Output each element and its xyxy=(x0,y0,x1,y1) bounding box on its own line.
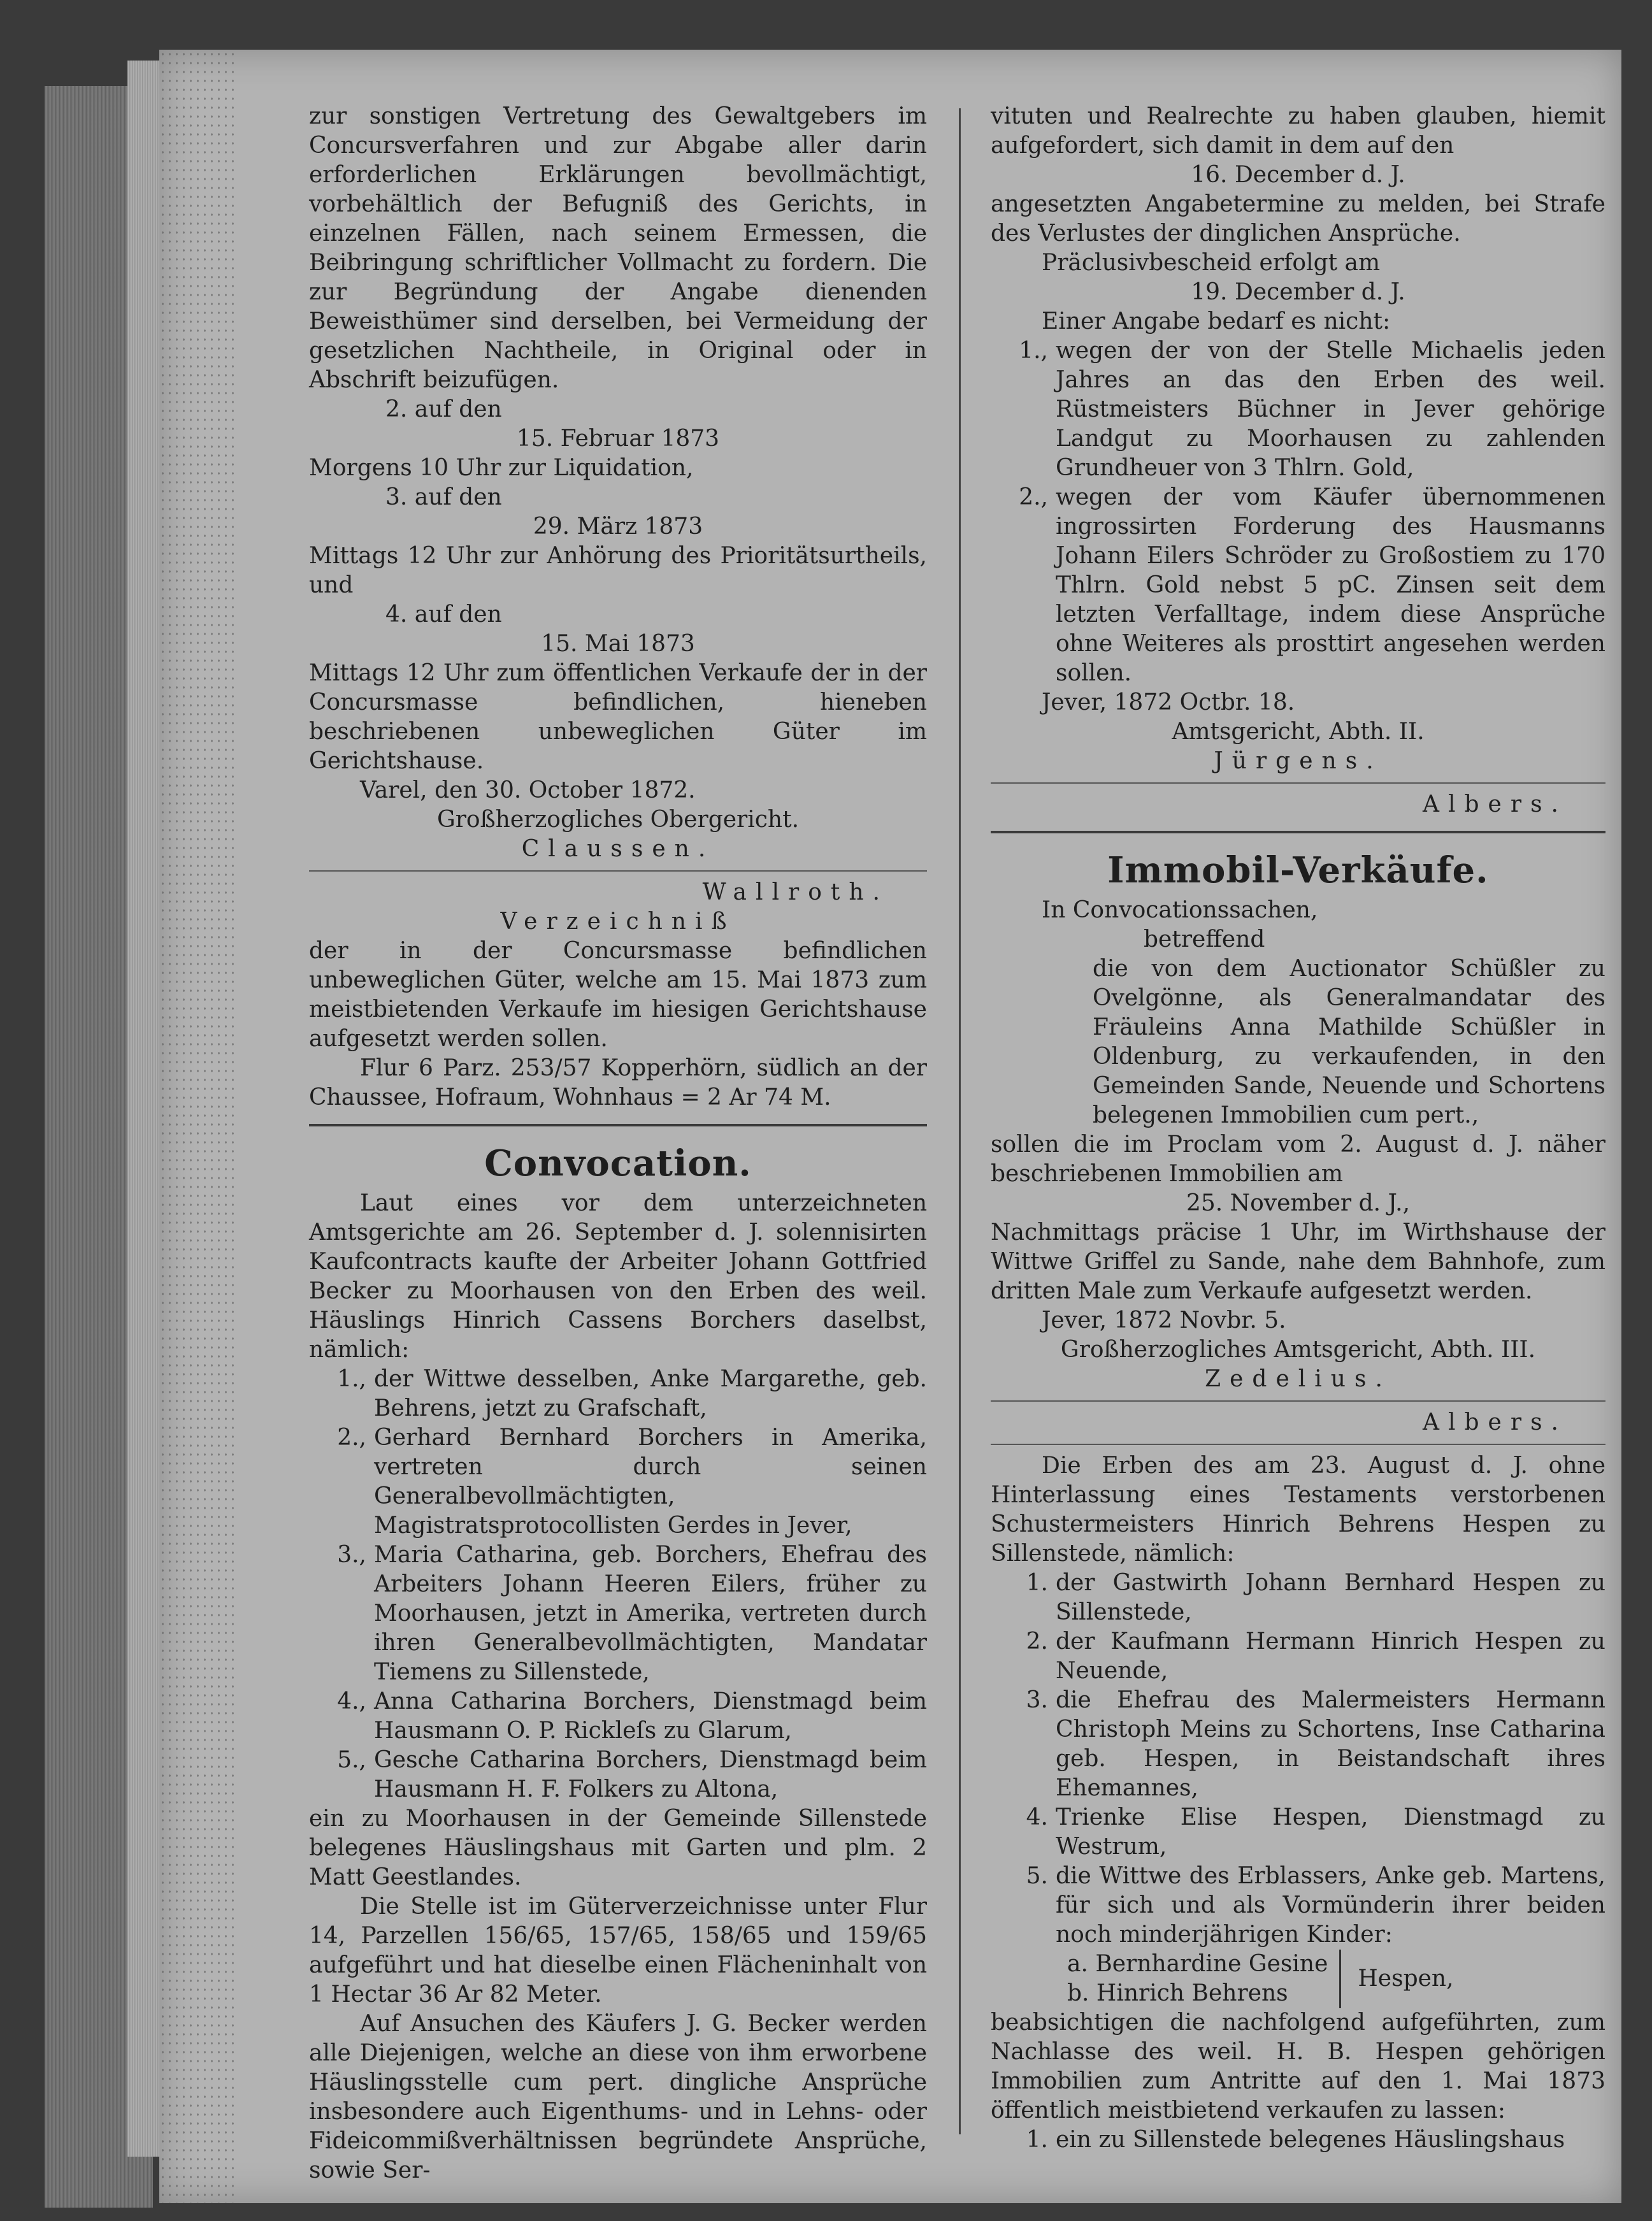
immobil-time: Nachmittags präcise 1 Uhr, im Wirthshause der Wittwe Griffel zu Sande, nahe dem Bahnhofe, zum dritten Male zum Verkaufe aufgesetzt werden. xyxy=(991,1219,1605,1304)
signature-rule xyxy=(991,782,1605,784)
section-rule xyxy=(309,1124,927,1126)
item-text: der Wittwe desselben, Anke Margarethe, geb. Behrens, jetzt zu Grafschaft, xyxy=(374,1366,927,1421)
convocation-heading: Convocation. xyxy=(484,1142,752,1184)
item-number: 4., xyxy=(337,1688,366,1714)
immobil-heading: Immobil-Verkäufe. xyxy=(1107,849,1489,891)
list-item xyxy=(309,1541,927,1687)
purpose-3: Mittags 12 Uhr zur Anhörung des Prioritätsurtheils, und xyxy=(309,543,927,598)
date-december-19: 19. December d. J. xyxy=(1191,279,1405,305)
item-number: 3. xyxy=(1026,1687,1048,1713)
heirs-intro: Die Erben des am 23. August d. J. ohne Hinterlassung eines Testaments verstorbenen Schustermeisters Hinrich Behrens Hespen zu Sillenstede, nämlich: xyxy=(991,1453,1605,1567)
item-text: wegen der vom Käufer übernommenen ingrossirten Forderung des Hausmanns Johann Eilers Schröder zu Großostiem zu 170 Thlrn. Gold nebst 5 pC. Zinsen seit dem letzten Verfalltage, indem diese Ansprüche ohne Weiteres als prosttirt angesehen werden sollen. xyxy=(1056,484,1605,686)
item-text: Gesche Catharina Borchers, Dienstmagd beim Hausmann H. F. Folkers zu Altona, xyxy=(374,1747,927,1802)
immobil-place: Jever, 1872 Novbr. 5. xyxy=(1042,1307,1286,1333)
convocation-end: Auf Ansuchen des Käufers J. G. Becker werden alle Diejenigen, welche an diese von ihm erworbene Häuslingsstelle cum pert. dingliche Ansprüche insbesondere auch Eigenthums- und in Lehns- oder Fideicommißverhältnissen begründete Ansprüche, sowie Ser- xyxy=(309,2011,927,2183)
item-number: 4. xyxy=(1026,1804,1048,1830)
right-column xyxy=(991,102,1605,2155)
term-3: 3. auf den xyxy=(385,484,502,510)
list-item xyxy=(991,1569,1605,1627)
list-item xyxy=(991,1627,1605,1686)
continuation-text-2: angesetzten Angabetermine zu melden, bei Strafe des Verlustes der dinglichen Ansprüche. xyxy=(991,191,1605,247)
immobil-sollen: sollen die im Proclam vom 2. August d. J. näher beschriebenen Immobilien am xyxy=(991,1132,1605,1187)
section-rule xyxy=(991,831,1605,833)
item-text: wegen der von der Stelle Michaelis jeden Jahres an das den Erben des weil. Rüstmeisters Büchner in Jever gehörige Landgut zu Moorhausen zu zahlenden Grundheuer von 3 Thlrn. Gold, xyxy=(1056,338,1605,481)
column-divider xyxy=(959,108,961,2134)
immobil-in: In Convocationssachen, xyxy=(1042,897,1318,923)
signature-2: Wallroth. xyxy=(702,879,889,905)
child-b: b. Hinrich Behrens xyxy=(1067,1980,1288,2006)
continuation-text: vituten und Realrechte zu haben glauben, hiemit aufgefordert, sich damit in dem auf den xyxy=(991,103,1605,159)
term-4: 4. auf den xyxy=(385,601,502,628)
item-text: der Gastwirth Johann Bernhard Hespen zu Sillenstede, xyxy=(1056,1570,1605,1625)
list-item xyxy=(991,1686,1605,1803)
list-item xyxy=(309,1365,927,1423)
immobil-description: die von dem Auctionator Schüßler zu Ovelgönne, als Generalmandatar des Fräuleins Anna Mathilde Schüßler in Oldenburg, zu verkaufenden, in den Gemeinden Sande, Neuende und Schortens belegenen Immobilien cum pert., xyxy=(1093,956,1605,1128)
signature-1: Jürgens. xyxy=(1214,748,1383,774)
court-name: Amtsgericht, Abth. II. xyxy=(1172,719,1425,745)
signature-rule xyxy=(309,870,927,872)
signature-rule xyxy=(991,1400,1605,1402)
left-column xyxy=(309,102,927,2185)
item-text: Trienke Elise Hespen, Dienstmagd zu Westrum, xyxy=(1056,1804,1605,1860)
verzeichnis-item: Flur 6 Parz. 253/57 Kopperhörn, südlich an der Chaussee, Hofraum, Wohnhaus = 2 Ar 74 M. xyxy=(309,1055,927,1110)
purpose-4: Mittags 12 Uhr zum öffentlichen Verkaufe der in der Concursmasse befindlichen, hieneben beschriebenen unbeweglichen Güter im Gerichtshause. xyxy=(309,660,927,774)
item-number: 1., xyxy=(337,1366,366,1392)
list-item xyxy=(309,1423,927,1541)
immobil-betreffend: betreffend xyxy=(1144,926,1265,952)
item-number: 2., xyxy=(337,1425,366,1451)
list-item xyxy=(991,2125,1605,2155)
intro-text: zur sonstigen Vertretung des Gewaltgebers im Concursverfahren und zur Abgabe aller darin erforderlichen Erklärungen bevollmächtigt, vorbehältlich der Befugniß des Gerichts, in einzelnen Fällen, nach seinem Ermessen, die Beibringung schriftlicher Vollmacht zu fordern. Die zur Begründung der Angabe dienenden Beweisthümer sind derselben, bei Vermeidung der gesetzlichen Nachtheile, in Original oder in Abschrift beizufügen. xyxy=(309,103,927,393)
signature-2: Albers. xyxy=(1423,791,1567,817)
term-2: 2. auf den xyxy=(385,396,502,422)
convocation-intro: Laut eines vor dem unterzeichneten Amtsgerichte am 26. September d. J. solennisirten Kaufcontracts kaufte der Arbeiter Johann Gottfried Becker zu Moorhausen von den Erben des weil. Häuslings Hinrich Cassens Borchers daselbst, nämlich: xyxy=(309,1190,927,1363)
children-family-name: Hespen, xyxy=(1358,1966,1454,1992)
court-name: Großherzogliches Obergericht. xyxy=(436,807,800,833)
list-item xyxy=(309,1687,927,1746)
children-names xyxy=(1067,1950,1341,2008)
item-number: 5. xyxy=(1026,1863,1048,1889)
purpose-2: Morgens 10 Uhr zur Liquidation, xyxy=(309,455,694,481)
list-item xyxy=(309,1746,927,1804)
verzeichnis-title: Verzeichniß xyxy=(500,909,736,935)
verzeichnis-text: der in der Concursmasse befindlichen unbeweglichen Güter, welche am 15. Mai 1873 zum meistbietenden Verkaufe im hiesigen Gerichtshause aufgesetzt werden sollen. xyxy=(309,938,927,1052)
signature-1: Claussen. xyxy=(521,836,715,862)
item-text: die Ehefrau des Malermeisters Hermann Christoph Meins zu Schortens, Inse Catharina geb. Hespen, in Beistandschaft ihres Ehemannes, xyxy=(1056,1687,1605,1801)
list-item xyxy=(991,483,1605,688)
item-number: 1., xyxy=(1019,338,1048,364)
item-number: 1. xyxy=(1026,1570,1048,1596)
item-text: Maria Catharina, geb. Borchers, Ehefrau des Arbeiters Johann Heeren Eilers, früher zu Moorhausen, jetzt in Amerika, vertreten durch ihren Generalbevollmächtigten, Mandatar Tiemens zu Sillenstede, xyxy=(374,1542,927,1685)
convocation-object: ein zu Moorhausen in der Gemeinde Sillenstede belegenes Häuslingshaus mit Garten und plm. 2 Matt Geestlandes. xyxy=(309,1806,927,1890)
section-rule xyxy=(991,1444,1605,1445)
item-number: 1. xyxy=(1026,2127,1048,2153)
item-number: 2., xyxy=(1019,484,1048,510)
convocation-flur: Die Stelle ist im Güterverzeichnisse unter Flur 14, Parzellen 156/65, 157/65, 158/65 und 159/65 aufgeführt und hat dieselbe einen Flächeninhalt von 1 Hectar 36 Ar 82 Meter. xyxy=(309,1894,927,2008)
place-date: Jever, 1872 Octbr. 18. xyxy=(1042,689,1295,715)
immobil-date: 25. November d. J., xyxy=(1186,1190,1411,1216)
foxing-spots xyxy=(159,50,236,2203)
exemption-intro: Einer Angabe bedarf es nicht: xyxy=(1042,308,1391,334)
item-text: die Wittwe des Erblassers, Anke geb. Martens, für sich und als Vormünderin ihrer beiden noch minderjährigen Kinder: xyxy=(1056,1863,1605,1948)
item-text: Anna Catharina Borchers, Dienstmagd beim Hausmann O. P. Rickleſs zu Glarum, xyxy=(374,1688,927,1744)
item-text: Gerhard Bernhard Borchers in Amerika, vertreten durch seinen Generalbevollmächtigten, Magistratsprotocollisten Gerdes in Jever, xyxy=(374,1425,927,1539)
child-a: a. Bernhardine Gesine xyxy=(1067,1951,1328,1977)
item-number: 5., xyxy=(337,1747,366,1773)
item-number: 3., xyxy=(337,1542,366,1568)
praeclusiv-text: Präclusivbescheid erfolgt am xyxy=(1042,250,1381,276)
date-4: 15. Mai 1873 xyxy=(541,631,695,657)
list-item xyxy=(991,1862,1605,1950)
date-3: 29. März 1873 xyxy=(533,514,703,540)
list-item xyxy=(991,336,1605,483)
date-december-16: 16. December d. J. xyxy=(1191,162,1405,188)
date-2: 15. Februar 1873 xyxy=(516,426,720,452)
list-item xyxy=(991,1803,1605,1862)
immobil-signature-2: Albers. xyxy=(1423,1409,1567,1435)
place-date: Varel, den 30. October 1872. xyxy=(360,777,696,803)
item-text: der Kaufmann Hermann Hinrich Hespen zu Neuende, xyxy=(1056,1628,1605,1684)
heirs-text: beabsichtigen die nachfolgend aufgeführten, zum Nachlasse des weil. H. B. Hespen gehörigen Immobilien zum Antritte auf den 1. Mai 1873 öffentlich meistbietend verkaufen zu lassen: xyxy=(991,2009,1605,2124)
immobil-signature-1: Zedelius. xyxy=(1205,1366,1391,1392)
item-text: ein zu Sillenstede belegenes Häuslingshaus xyxy=(1056,2127,1565,2153)
immobil-court: Großherzogliches Amtsgericht, Abth. III. xyxy=(1060,1337,1536,1363)
children-brace xyxy=(991,1950,1605,2008)
item-number: 2. xyxy=(1026,1628,1048,1655)
